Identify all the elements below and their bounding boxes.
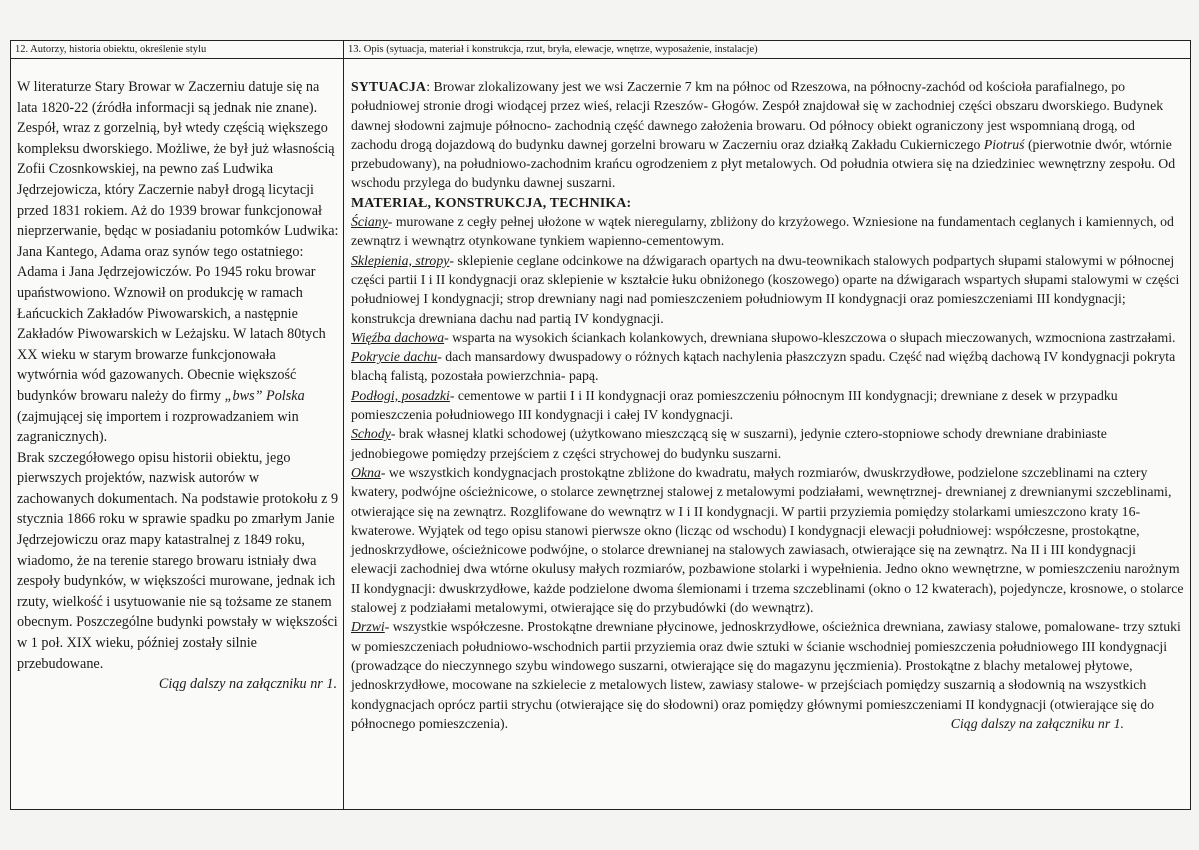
item-wiezba: Więźba dachowa- wsparta na wysokich ściankach kolankowych, drewniana słupowo-kleszczowa o słupach mieczowanych, wzmocniona zastrzałami.: [351, 329, 1176, 345]
history-paragraph-2: Brak szczegółowego opisu historii obiektu, jego pierwszych projektów, nazwisk autorów w zachowanych dokumentach. Na podstawie protokołu z 9 stycznia 1866 roku w sprawie spadku po zmarłym Janie Jędrzejowiczu oraz mapy katastralnej z 1849 roku, wiadomo, że na terenie starego browaru istniały dwa zespoły budynków, w większości murowane, jednak ich rzuty, wielkość i usytuowanie nie są tożsame ze stanem obecnym. Poszczególne budynki powstały w większości w 1 poł. XIX wieku, później zostały silnie przebudowane.: [17, 449, 339, 672]
item-podlogi: Podłogi, posadzki- cementowe w partii I i II kondygnacji oraz pomieszczeniu północnym III kondygnacji; drewniane z desek w przypadku pomieszczenia południowego III kondygnacji i całej IV kondygnacji.: [351, 387, 1118, 423]
item-sklepienia: Sklepienia, stropy- sklepienie ceglane odcinkowe na dźwigarach opartych na dwu-teownikach stalowych podpartych słupami stalowymi w północnej części partii I i II kondygnacji oraz sklepienie w kształcie łuku obniżonego (koszowego) oparte na dźwigarach wspartych słupami stalowymi w części południowej I kondygnacji; strop drewniany nagi nad pomieszczeniem południowym II kondygnacji oraz pomieszczeniami III kondygnacji; konstrukcja drewniana dachu nad partią IV kondygnacji.: [351, 252, 1180, 326]
company-name: „bws” Polska: [224, 387, 305, 404]
description-text: [344, 59, 1190, 733]
sytuacja-heading: SYTUACJA: [351, 79, 427, 94]
item-sciany: Ściany- murowane z cegły pełnej ułożone w wątek nieregularny, zbliżony do krzyżowego. Wzniesione na fundamentach ceglanych i kamiennych, od zewnątrz i wewnątrz otynkowane tynkiem wapienno-cementowym.: [351, 214, 1174, 249]
bakery-name: Piotruś: [983, 136, 1025, 152]
left-continuation-note: Ciąg dalszy na załączniku nr 1.: [158, 676, 337, 693]
sytuacja-paragraph: SYTUACJA: Browar zlokalizowany jest we wsi Zaczernie 7 km na północ od Rzeszowa, na północny-zachód od kościoła parafialnego, po południowej stronie drogi wiodącej przez wieś, relacji Rzeszów- Głogów. Zespół znajdował się w zachodniej części obszaru dworskiego. Budynek dawnej słodowni zajmuje północno- zachodnią część dawnego założenia browaru. Od północy obiekt ograniczony jest wspomnianą drogą, od zachodu drogą dojazdową do budynku dawnej gorzelni browaru w Zaczerniu oraz działką Zakładu Cukierniczego Piotruś (pierwotnie dwór, wtórnie przebudowany), na południowo-zachodnim krańcu ogrodzeniem z płyt metalowych. Od południa otwiera się na dziedziniec wewnętrzny zespołu. Od wschodu przylega do budynku dawnej suszarni.: [351, 79, 1176, 191]
document-sheet: [10, 40, 1191, 810]
item-drzwi: Drzwi- wszystkie współczesne. Prostokątne drewniane płycinowe, jednoskrzydłowe, ościeżnica drewniana, zawiasy stalowe, pomalowane- trzy sztuki w pomieszczeniach południowo-wschodnich partii przyziemia oraz dwie sztuki w ścianie wschodniej pomieszczenia południowego III kondygnacji (prowadzące do nieczynnego szybu windowego suszarni, otwierające się do magazynu jęczmienia). Prostokątne z blachy metalowej płytowe, jednoskrzydłowe, mocowane na szkielecie z metalowych listew, zawiasy stalowe- w przejściach pomiędzy suszarnią a słodownią na wszystkich kondygnacjach oprócz partii strychu (otwierające się do słodowni) oraz pomiędzy głównymi pomieszczeniami II kondygnacji (otwierające się do północnego pomieszczenia). Ciąg dalszy na załączniku nr 1.: [351, 617, 1184, 733]
right-column: [344, 41, 1190, 809]
left-column-header: 12. Autorzy, historia obiektu, określenie stylu: [11, 41, 343, 59]
item-okna: Okna- we wszystkich kondygnacjach prostokątne zbliżone do kwadratu, małych rozmiarów, dwuskrzydłowe, podzielone szczeblinami na cztery kwatery, podwójne ościeżnicowe, o stolarce zewnętrznej stalowej z metalowymi podziałami, wewnętrznej- drewnianej z drewnianymi szczeblinami, otwierające się na zewnątrz. Rozglifowane do wewnątrz w I i II kondygnacji. W partii przyziemia pomiędzy stolarkami umieszczono kraty 16-kwaterowe. Wyjątek od tego opisu stanowi pierwsze okno (licząc od wschodu) I kondygnacji elewacji południowej: współczesne, prostokątne, jednoskrzydłowe, ościeżnicowe podwójne, o stolarce drewnianej na stalowych zawiasach, otwierające się na zewnątrz. Na II i III kondygnacji elewacji zachodniej dwa wtórne okulusy małych rozmiarów, pozbawione stolarki i wypełnienia. Jedno okno wewnętrzne, w pomieszczeniu narożnym II kondygnacji: dwuskrzydłowe, każde podzielone dwoma ślemionami i trzema szczeblinami (okno o 12 kwaterach), pojedyncze, krosnowe, o stolarce stalowej z podziałami metalowymi, otwierające się do przybudówki (do wewnątrz).: [351, 464, 1184, 616]
history-text: [11, 59, 343, 695]
right-column-header: 13. Opis (sytuacja, materiał i konstrukcja, rzut, bryła, elewacje, wnętrze, wyposażenie, instalacje): [344, 41, 1190, 59]
left-column: [11, 41, 344, 809]
item-schody: Schody- brak własnej klatki schodowej (użytkowano mieszczącą się w suszarni), jedynie cztero-stopniowe schody drewniane drabiniaste jednobiegowe pomiędzy przejściem z części strychowej do budynku suszarni.: [351, 426, 1107, 461]
material-heading: MATERIAŁ, KONSTRUKCJA, TECHNIKA:: [351, 194, 632, 210]
history-paragraph-1: W literaturze Stary Browar w Zaczerniu datuje się na lata 1820-22 (źródła informacji są jednak nie znane). Zespół, wraz z gorzelnią, był wtedy częścią większego kompleksu dworskiego. Możliwe, że był już własnością Zofii Czosnkowskiej, na pewno zaś Ludwika Jędrzejowicza, który Zaczernie nabył drogą licytacji przed 1831 rokiem. Aż do 1939 browar funkcjonował nieprzerwanie, będąc w posiadaniu potomków Ludwika: Jana Kantego, Adama oraz synów tego ostatniego: Adama i Jana Jędrzejowiczów. Po 1945 roku browar upaństwowiono. Wznowił on produkcję w ramach Łańcuckich Zakładów Piwowarskich, a następnie Zakładów Piwowarskich w Leżajsku. W latach 80tych XX wieku w starym browarze funkcjonowała wytwórnia wód gazowanych. Obecnie większość budynków browaru należy do firmy „bws” Polska (zajmującej się importem i rozprowadzaniem win zagranicznych).: [17, 79, 339, 446]
right-continuation-note: Ciąg dalszy na załączniku nr 1.: [950, 715, 1124, 731]
item-pokrycie: Pokrycie dachu- dach mansardowy dwuspadowy o różnych kątach nachylenia płaszczyzn spadu. Część nad więźbą dachową IV kondygnacji pokryta blachą falistą, pozostała powierzchnia- papą.: [351, 349, 1176, 384]
